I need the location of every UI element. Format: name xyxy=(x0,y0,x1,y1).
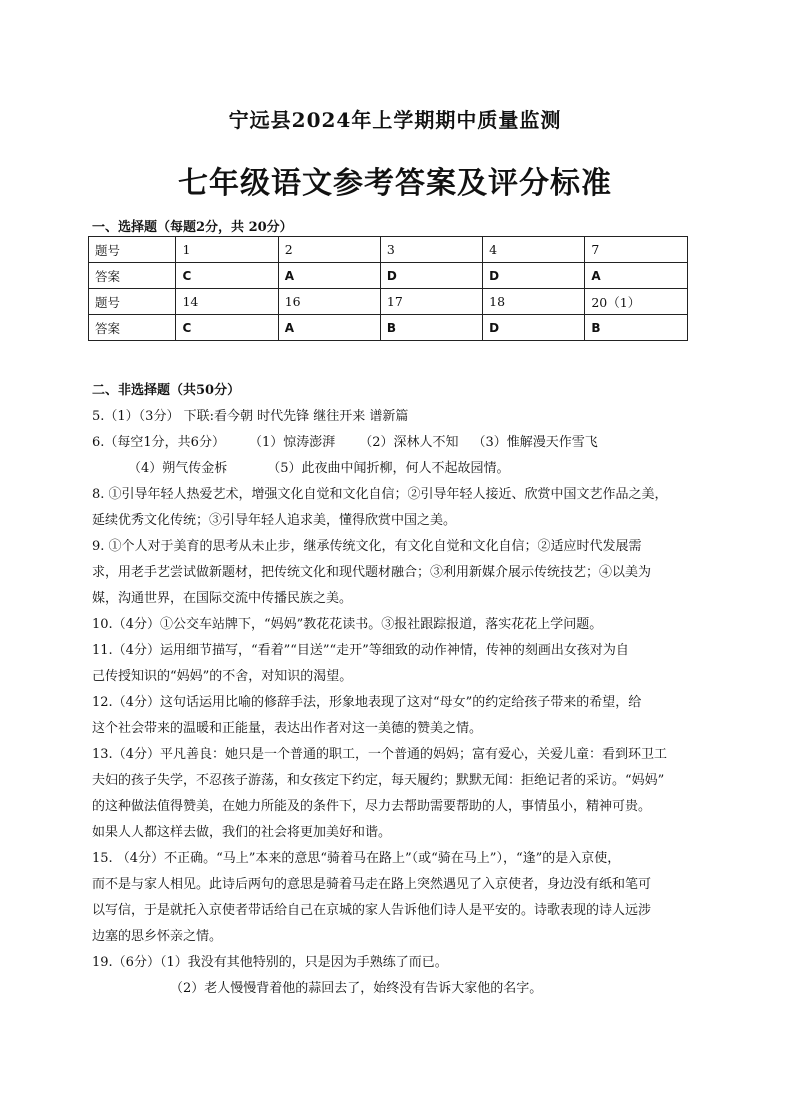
answer-q13-line: 夫妇的孩子失学，不忍孩子游荡，和女孩定下约定，每天履约；默默无闻：拒绝记者的采访。“妈妈” xyxy=(92,773,665,788)
table-cell: 7 xyxy=(585,237,688,263)
table-cell: D xyxy=(380,263,482,289)
q6-prefix: 6.（每空1分，共6分） xyxy=(92,435,225,450)
answer-q11-line: 己传授知识的“妈妈”的不舍，对知识的渴望。 xyxy=(92,669,353,684)
table-cell: 题号 xyxy=(89,237,176,263)
section2-heading: 二、非选择题（共50分） xyxy=(92,383,241,398)
answer-q8-line: 延续优秀文化传统；③引导年轻人追求美，懂得欣赏中国之美。 xyxy=(92,513,457,528)
table-cell: A xyxy=(278,263,380,289)
table-cell: 17 xyxy=(380,289,482,315)
page-title: 宁远县2024年上学期期中质量监测 xyxy=(228,108,562,132)
table-cell: 题号 xyxy=(89,289,176,315)
answer-q15-line: 以写信，于是就托入京使者带话给自己在京城的家人告诉他们诗人是平安的。诗歌表现的诗人远涉 xyxy=(92,903,652,918)
table-cell: D xyxy=(483,315,585,341)
table-cell: 2 xyxy=(278,237,380,263)
table-cell: 20（1） xyxy=(585,289,688,315)
answer-q15-line: 而不是与家人相见。此诗后两句的意思是骑着马走在路上突然遇见了入京使者，身边没有纸和笔可 xyxy=(92,877,652,892)
answer-q6-line2 xyxy=(92,456,704,482)
table-cell: C xyxy=(176,315,278,341)
q6-item: （3）惟解漫天作雪飞 xyxy=(472,435,598,450)
answer-q10: 10.（4分）①公交车站牌下，“妈妈”教花花读书。③报社跟踪报道，落实花花上学问题。 xyxy=(92,617,603,632)
answer-q8-line: 8. ①引导年轻人热爱艺术，增强文化自觉和文化自信；②引导年轻人接近、欣赏中国文艺作品之美， xyxy=(92,487,668,502)
answer-q9-line: 9. ①个人对于美育的思考从未止步，继承传统文化，有文化自觉和文化自信；②适应时代发展需 xyxy=(92,539,642,554)
table-cell: A xyxy=(278,315,380,341)
q6-item: （1）惊涛澎湃 xyxy=(248,435,336,450)
table-cell: 3 xyxy=(380,237,482,263)
table-cell: B xyxy=(585,315,688,341)
q6-item: （4）朔气传金柝 xyxy=(128,461,228,476)
table-cell: 答案 xyxy=(89,263,176,289)
page-subtitle: 七年级语文参考答案及评分标准 xyxy=(178,166,612,201)
answer-q19-line2: （2）老人慢慢背着他的蒜回去了，始终没有告诉大家他的名字。 xyxy=(170,981,543,996)
answer-q13-line: 13.（4分）平凡善良：她只是一个普通的职工，一个普通的妈妈；富有爱心，关爱儿童：看到环卫工 xyxy=(92,747,667,762)
table-cell: 答案 xyxy=(89,315,176,341)
table-cell: B xyxy=(380,315,482,341)
table-row xyxy=(89,237,688,263)
answer-q5: 5.（1）（3分） 下联:看今朝 时代先锋 继往开来 谱新篇 xyxy=(92,409,409,424)
answer-q13-line: 如果人人都这样去做，我们的社会将更加美好和谐。 xyxy=(92,825,392,840)
table-row xyxy=(89,315,688,341)
q6-item: （2）深林人不知 xyxy=(359,435,459,450)
answer-q19-line1: 19.（6分）（1）我没有其他特别的，只是因为手熟练了而已。 xyxy=(92,955,448,970)
table-cell: 16 xyxy=(278,289,380,315)
answers-body xyxy=(92,378,704,1002)
answer-q15-line: 15. （4分）不正确。“马上”本来的意思“骑着马在路上”（或“骑在马上”），“逢”的是入京使， xyxy=(92,851,621,866)
table-row xyxy=(89,263,688,289)
table-cell: 14 xyxy=(176,289,278,315)
answer-q12-line: 这个社会带来的温暖和正能量，表达出作者对这一美德的赞美之情。 xyxy=(92,721,483,736)
answer-q12-line: 12.（4分）这句话运用比喻的修辞手法，形象地表现了这对“母女”的约定给孩子带来的希望，给 xyxy=(92,695,642,710)
answer-q11-line: 11.（4分）运用细节描写，“看着”“目送”“走开”等细致的动作神情，传神的刻画出女孩对为自 xyxy=(92,643,629,658)
table-cell: 1 xyxy=(176,237,278,263)
table-cell: 18 xyxy=(483,289,585,315)
section1-heading: 一、选择题（每题2分，共 20分） xyxy=(92,220,293,235)
q6-item: （5）此夜曲中闻折柳，何人不起故园情。 xyxy=(267,461,510,476)
table-row xyxy=(89,289,688,315)
table-cell: A xyxy=(585,263,688,289)
table-cell: C xyxy=(176,263,278,289)
answer-q15-line: 边塞的思乡怀亲之情。 xyxy=(92,929,223,944)
answer-q13-line: 的这种做法值得赞美，在她力所能及的条件下，尽力去帮助需要帮助的人，事情虽小，精神可贵。 xyxy=(92,799,652,814)
table-cell: D xyxy=(483,263,585,289)
answer-q9-line: 求，用老手艺尝试做新题材，把传统文化和现代题材融合；③利用新媒介展示传统技艺；④以美为 xyxy=(92,565,652,580)
table-cell: 4 xyxy=(483,237,585,263)
answer-table xyxy=(88,236,688,341)
answer-q9-line: 媒，沟通世界，在国际交流中传播民族之美。 xyxy=(92,591,353,606)
answer-q6-line1 xyxy=(92,430,704,456)
